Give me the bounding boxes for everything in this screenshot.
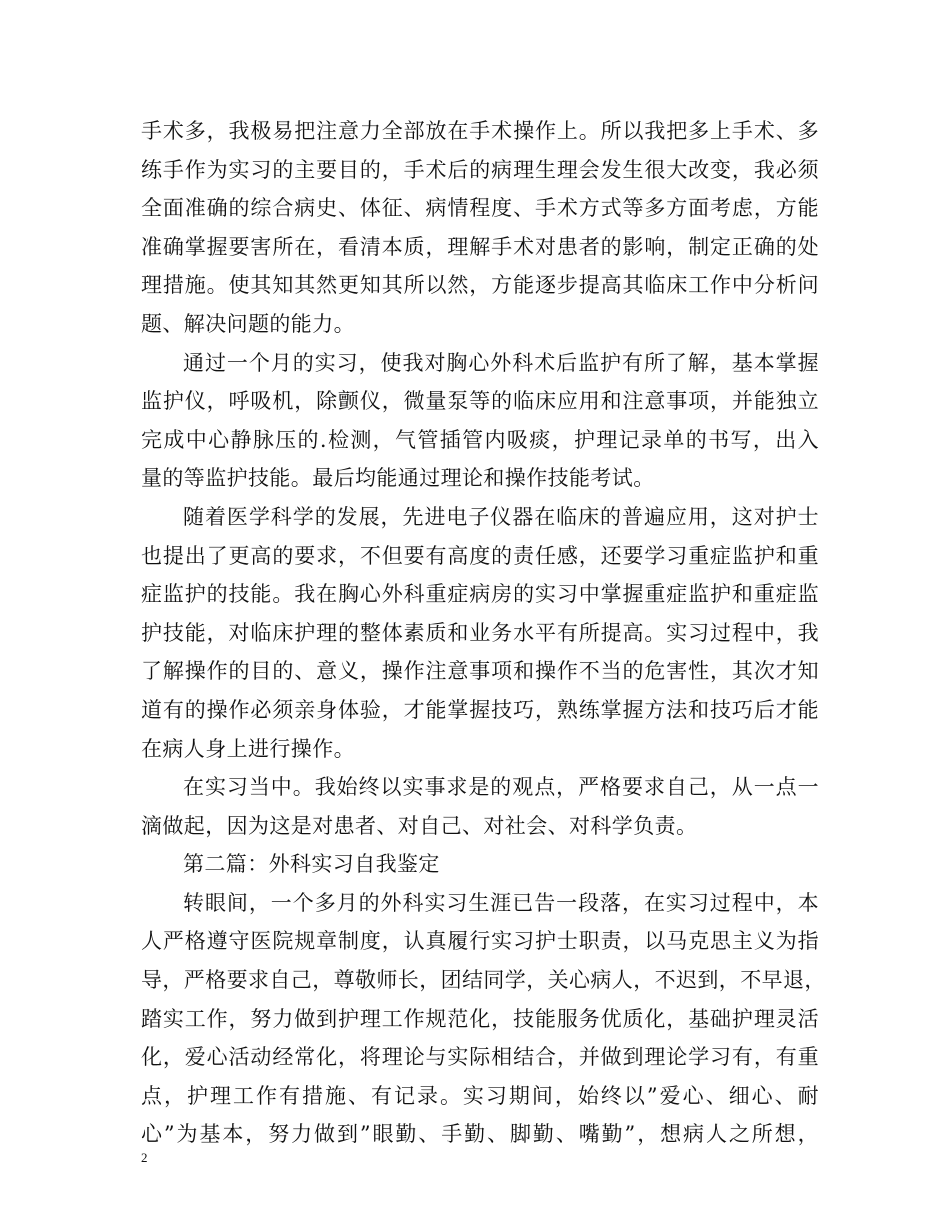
- text-line: 转眼间，一个多月的外科实习生涯已告一段落，在实习过程中，本: [183, 890, 819, 915]
- text-line: 心”为基本，努力做到”眼勤、手勤、脚勤、嘴勤”，想病人之所想，: [141, 1122, 819, 1147]
- text-line: 人严格遵守医院规章制度，认真履行实习护士职责，以马克思主义为指: [141, 929, 819, 954]
- heading-line: 第二篇：外科实习自我鉴定: [183, 852, 440, 877]
- text-line: 点，护理工作有措施、有记录。实习期间，始终以”爱心、细心、耐: [141, 1083, 819, 1108]
- text-line: 踏实工作，努力做到护理工作规范化，技能服务优质化，基础护理灵活: [141, 1006, 819, 1031]
- text-line: 全面准确的综合病史、体征、病情程度、手术方式等多方面考虑，方能: [141, 196, 819, 221]
- text-line: 症监护的技能。我在胸心外科重症病房的实习中掌握重症监护和重症监: [141, 582, 819, 607]
- paragraph: [141, 884, 826, 1154]
- text-line: 题、解决问题的能力。: [141, 311, 355, 336]
- text-line: 练手作为实习的主要目的，手术后的病理生理会发生很大改变，我必须: [141, 157, 819, 182]
- text-line: 通过一个月的实习，使我对胸心外科术后监护有所了解，基本掌握: [183, 350, 819, 375]
- text-line: 也提出了更高的要求，不但要有高度的责任感，还要学习重症监护和重: [141, 543, 819, 568]
- section-heading: [141, 845, 819, 884]
- body-text: [141, 112, 826, 1154]
- text-line: 道有的操作必须亲身体验，才能掌握技巧，熟练掌握方法和技巧后才能: [141, 697, 819, 722]
- text-line: 在实习当中。我始终以实事求是的观点，严格要求自己，从一点一: [183, 775, 819, 800]
- paragraph: [141, 768, 819, 845]
- text-line: 了解操作的目的、意义，操作注意事项和操作不当的危害性，其次才知: [141, 659, 819, 684]
- text-line: 监护仪，呼吸机，除颤仪，微量泵等的临床应用和注意事项，并能独立: [141, 389, 819, 414]
- paragraph: [141, 112, 819, 344]
- text-line: 护技能，对临床护理的整体素质和业务水平有所提高。实习过程中，我: [141, 620, 819, 645]
- text-line: 完成中心静脉压的.检测，气管插管内吸痰，护理记录单的书写，出入: [141, 427, 819, 452]
- text-line: 准确掌握要害所在，看清本质，理解手术对患者的影响，制定正确的处: [141, 234, 819, 259]
- text-line: 随着医学科学的发展，先进电子仪器在临床的普遍应用，这对护士: [183, 504, 819, 529]
- text-line: 理措施。使其知其然更知其所以然，方能逐步提高其临床工作中分析问: [141, 273, 819, 298]
- text-line: 在病人身上进行操作。: [141, 736, 355, 761]
- text-line: 化，爱心活动经常化，将理论与实际相结合，并做到理论学习有，有重: [141, 1045, 819, 1070]
- paragraph: [141, 344, 819, 498]
- paragraph: [141, 498, 819, 768]
- text-line: 量的等监护技能。最后均能通过理论和操作技能考试。: [141, 466, 655, 491]
- page-number: 2: [141, 1150, 148, 1165]
- text-line: 滴做起，因为这是对患者、对自己、对社会、对科学负责。: [141, 813, 698, 838]
- text-line: 手术多，我极易把注意力全部放在手术操作上。所以我把多上手术、多: [141, 119, 819, 143]
- text-line: 导，严格要求自己，尊敬师长，团结同学，关心病人，不迟到，不早退，: [141, 968, 826, 993]
